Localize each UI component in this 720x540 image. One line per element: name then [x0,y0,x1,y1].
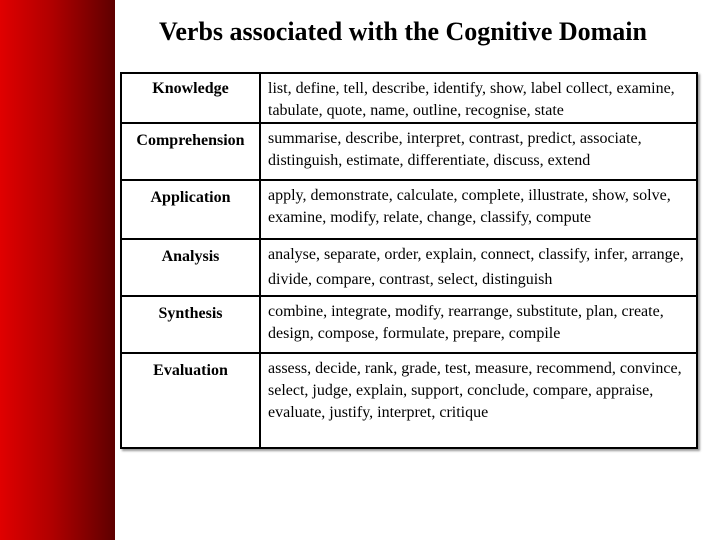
level-cell: Analysis [121,239,260,296]
level-cell: Application [121,180,260,239]
verbs-cell: apply, demonstrate, calculate, complete, illustrate, show, solve, examine, modify, relate, change, classify, compute [260,180,697,239]
verbs-cell: combine, integrate, modify, rearrange, substitute, plan, create, design, compose, formulate, prepare, compile [260,296,697,353]
level-cell: Evaluation [121,353,260,448]
table-row [121,296,697,353]
cognitive-verbs-table [120,72,698,449]
level-cell: Comprehension [121,123,260,180]
level-cell: Synthesis [121,296,260,353]
table-row [121,123,697,180]
verbs-cell: list, define, tell, describe, identify, show, label collect, examine, tabulate, quote, name, outline, recognise, state [260,73,697,123]
verbs-cell: summarise, describe, interpret, contrast, predict, associate, distinguish, estimate, differentiate, discuss, extend [260,123,697,180]
decorative-side-bar [0,0,115,540]
table-row [121,239,697,296]
table-row [121,180,697,239]
table-row [121,73,697,123]
verbs-cell: assess, decide, rank, grade, test, measure, recommend, convince, select, judge, explain, support, conclude, compare, appraise, evaluate, justify, interpret, critique [260,353,697,448]
slide-title: Verbs associated with the Cognitive Domain [159,17,647,46]
table-row [121,353,697,448]
level-cell: Knowledge [121,73,260,123]
verbs-cell: analyse, separate, order, explain, connect, classify, infer, arrange, divide, compare, contrast, select, distinguish [260,239,697,296]
